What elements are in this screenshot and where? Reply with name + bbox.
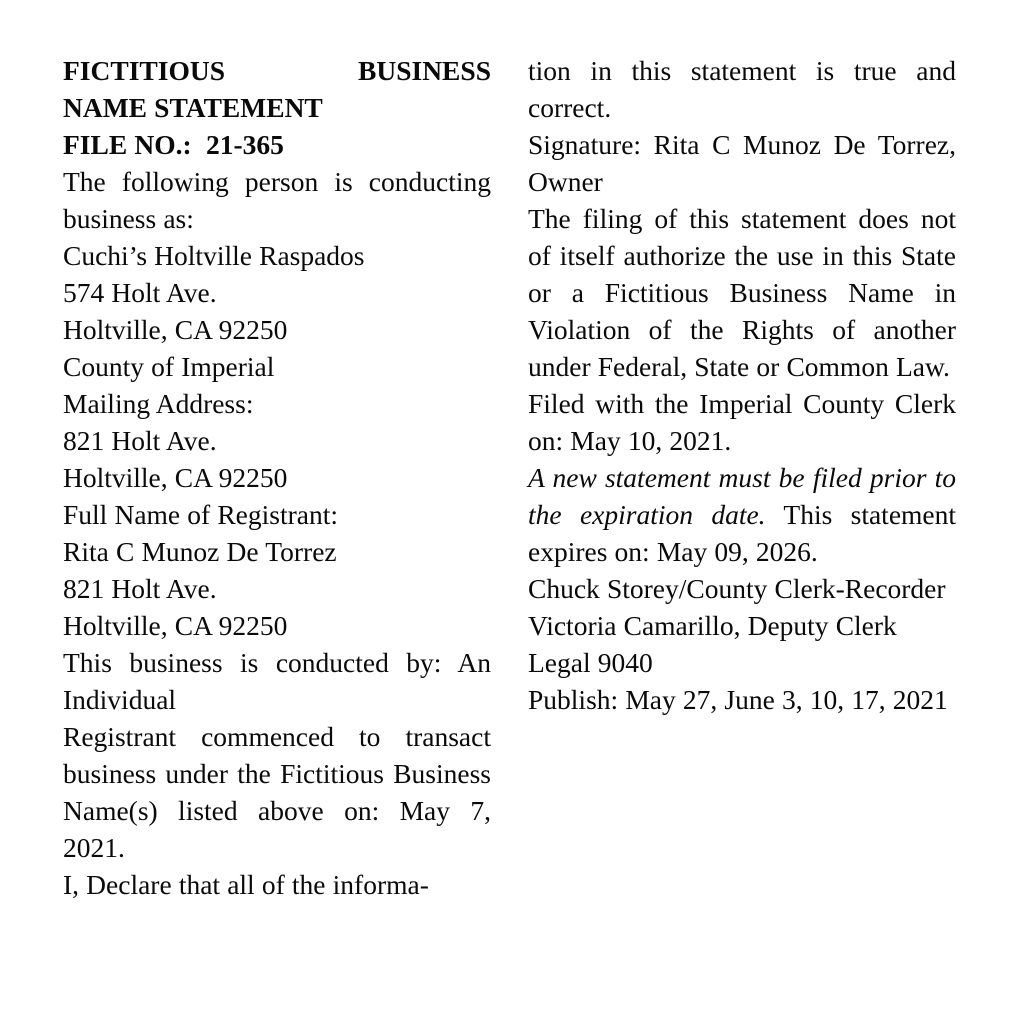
clerk-recorder-name: Chuck Storey/County Clerk-Recorder (528, 573, 946, 604)
registrant-street-address: 821 Holt Ave. (63, 573, 217, 604)
county-name: County of Imperial (63, 351, 275, 382)
registrant-name: Rita C Munoz De Torrez (63, 536, 337, 567)
business-street-address: 574 Holt Ave. (63, 277, 217, 308)
intro-text: The following person is conducting business as: (63, 166, 491, 234)
right-column (528, 52, 956, 718)
left-column (63, 52, 491, 903)
mailing-address-label: Mailing Address: (63, 388, 254, 419)
signature-line: Signature: Rita C Munoz De Torrez, Owner (528, 129, 956, 197)
business-name: Cuchi’s Holtville Raspados (63, 240, 365, 271)
declaration-text-part-1: I, Declare that all of the informa- (63, 869, 429, 900)
expiration-notice-roman-part: This statement expires on: May 09, 2026. (528, 499, 957, 567)
two-column-layout (63, 52, 958, 903)
document-title-line-2: NAME STATEMENT (63, 92, 323, 123)
registrant-city-state-zip: Holtville, CA 92250 (63, 610, 288, 641)
file-number-label: FILE NO.: (63, 129, 192, 160)
expiration-notice-italic-part: A new statement must be filed prior to the expiration date. (528, 462, 956, 530)
file-number-value: 21-365 (205, 129, 284, 160)
declaration-text-part-2: tion in this statement is true and correct. (528, 55, 956, 123)
publish-dates: Publish: May 27, June 3, 10, 17, 2021 (528, 684, 948, 715)
filing-disclaimer: The filing of this statement does not of itself authorize the use in this State or a Fictitious Business Name in Violation of the Rights of another under Federal, State or Common Law. (528, 203, 956, 382)
conducted-by-text: This business is conducted by: An Individual (63, 647, 491, 715)
legal-number: Legal 9040 (528, 647, 653, 678)
expiration-notice (528, 459, 956, 570)
filed-with-clerk: Filed with the Imperial County Clerk on: May 10, 2021. (528, 388, 956, 456)
file-number-spacer (192, 129, 206, 160)
deputy-clerk-name: Victoria Camarillo, Deputy Clerk (528, 610, 897, 641)
mailing-city-state-zip: Holtville, CA 92250 (63, 462, 288, 493)
commencement-text: Registrant commenced to transact business under the Fictitious Business Name(s) listed above on: May 7, 2021. (63, 721, 491, 863)
mailing-street-address: 821 Holt Ave. (63, 425, 217, 456)
document-title-line-1: FICTITIOUS BUSINESS (63, 55, 491, 86)
file-number-row (63, 126, 491, 163)
registrant-label: Full Name of Registrant: (63, 499, 339, 530)
business-city-state-zip: Holtville, CA 92250 (63, 314, 288, 345)
